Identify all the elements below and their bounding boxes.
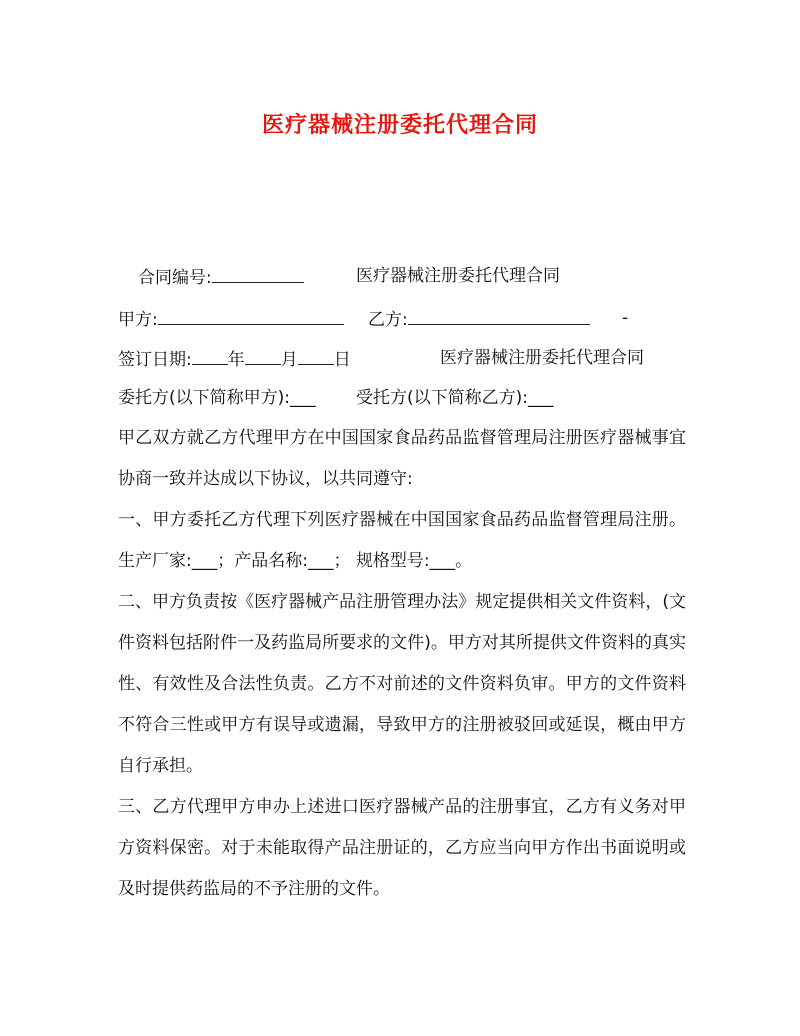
principal-label: 委托方(以下简称甲方):: [118, 388, 290, 408]
party-b-row: [368, 306, 590, 332]
year-blank: [192, 346, 228, 365]
day-label: 日: [333, 350, 351, 370]
dash-mark: -: [622, 308, 629, 328]
party-b-blank: [408, 306, 590, 325]
document-title: 医疗器械注册委托代理合同: [261, 113, 538, 138]
year-label: 年: [227, 350, 245, 370]
contract-name-2: 医疗器械注册委托代理合同: [440, 348, 644, 368]
contract-no-label: 合同编号:: [138, 268, 212, 288]
agent-row: [356, 386, 554, 410]
party-a-row: [118, 306, 344, 332]
principal-row: [118, 386, 316, 410]
clause-3-paragraph: 三、乙方代理甲方申办上述进口医疗器械产品的注册事宜，乙方有义务对甲方资料保密。对于未能取得产品注册证的，乙方应当向甲方作出书面说明或及时提供药监局的不予注册的文件。: [118, 797, 686, 899]
clause-1-paragraph: 一、甲方委托乙方代理下列医疗器械在中国国家食品药品监督管理局注册。 生产厂家:___；产品名称:___； 规格型号:___。: [118, 510, 686, 571]
party-a-label: 甲方:: [118, 310, 158, 330]
contract-no-row: [138, 264, 304, 290]
contract-no-blank: [212, 264, 304, 283]
day-blank: [298, 346, 334, 365]
agent-label: 受托方(以下简称乙方):: [356, 388, 528, 408]
sign-date-label: 签订日期:: [118, 350, 192, 370]
month-label: 月: [280, 350, 298, 370]
agent-blank: ___: [528, 388, 554, 408]
party-a-blank: [158, 306, 344, 325]
intro-paragraph: 甲乙双方就乙方代理甲方在中国国家食品药品监督管理局注册医疗器械事宜协商一致并达成以下协议，以共同遵守:: [118, 428, 686, 489]
party-b-label: 乙方:: [368, 310, 408, 330]
month-blank: [245, 346, 281, 365]
clause-2-paragraph: 二、甲方负责按《医疗器械产品注册管理办法》规定提供相关文件资料，(文件资料包括附件一及药监局所要求的文件)。甲方对其所提供文件资料的真实性、有效性及合法性负责。乙方不对前述的文件资料负审。甲方的文件资料不符合三性或甲方有误导或遗漏，导致甲方的注册被驳回或延误，概由甲方自行承担。: [118, 592, 686, 776]
sign-date-row: [118, 346, 351, 372]
contract-name-1: 医疗器械注册委托代理合同: [356, 266, 560, 286]
principal-blank: ___: [290, 388, 316, 408]
